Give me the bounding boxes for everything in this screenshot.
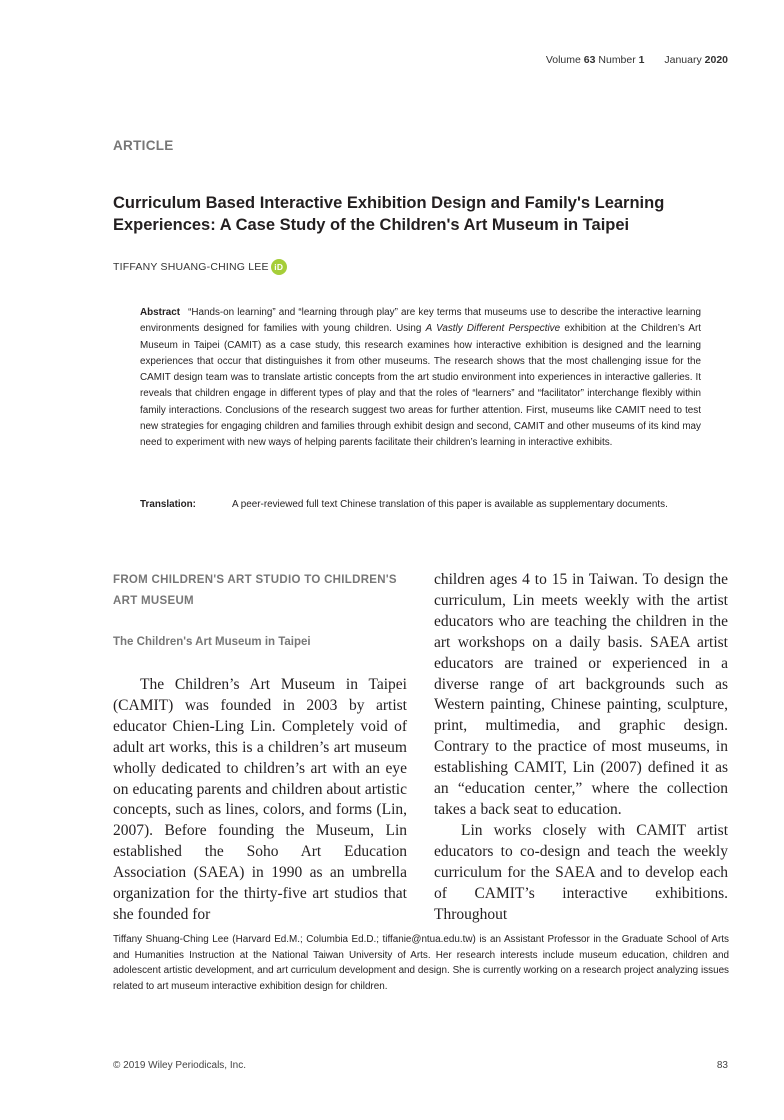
translation-text: A peer-reviewed full text Chinese translation of this paper is available as supplementary documents. [232,499,668,510]
abstract-text-1: “Hands-on learning” and “learning through play” are key terms that museums use to describe the interactive learning environments designed for families with young children. Using [140,307,701,335]
volume-label: Volume [545,54,581,66]
volume-number: 63 [583,54,596,66]
article-type-label: ARTICLE [113,138,174,153]
abstract [140,305,701,452]
copyright-notice: © 2019 Wiley Periodicals, Inc. [113,1060,246,1071]
body-column-right [434,570,728,925]
author-name: TIFFANY SHUANG-CHING LEE [113,261,269,273]
translation-note [140,497,701,513]
section-heading: FROM CHILDREN'S ART STUDIO TO CHILDREN'S ART MUSEUM [113,574,397,607]
issue-number: 1 [638,54,645,66]
issue-year: 2020 [704,54,728,66]
page-number: 83 [716,1060,728,1071]
article-title: Curriculum Based Interactive Exhibition Design and Family's Learning Experiences: A Case Study of the Children's Art Museum in Taipei [113,194,665,234]
abstract-text-2: exhibition at the Children’s Art Museum in Taipei (CAMIT) as a case study, this research examines how interactive exhibition is designed and the learning experiences that occur that distinguishes it from other museums. The research shows that the most challenging issue for the CAMIT design team was to translate artistic concepts from the art studio environment into experiences in interactive galleries. It reveals that children engage in different types of play and that the roles of “learners” and “facilitator” interchange flexibly within family interactions. Conclusions of the research suggest two areas for further attention. First, museums like CAMIT need to test new strategies for engaging children and families through exhibit design and second, CAMIT and other museums of its kind may need to experiment with new ways of helping parents facilitate their children’s learning in interactive exhibits. [140,323,701,449]
abstract-label: Abstract [140,307,181,318]
author-line [113,259,287,275]
subsection-heading: The Children's Art Museum in Taipei [113,636,311,648]
paragraph: children ages 4 to 15 in Taiwan. To design the curriculum, Lin meets weekly with the artist educators who are teaching the children in the art workshops on a daily basis. SAEA artist educators are trained or experienced in a diverse range of art backgrounds such as Western painting, Chinese painting, sculpture, print, multimedia, and graphic design. Contrary to the practice of most museums, in establishing CAMIT, Lin (2007) defined it as an “education center,” where the collection takes a back seat to education. [434,571,728,818]
translation-label: Translation: [140,499,196,510]
paragraph: The Children’s Art Museum in Taipei (CAMIT) was founded in 2003 by artist educator Chien-Ling Lin. Completely void of adult art works, this is a children’s art museum wholly dedicated to children’s art with an eye on educating parents and children about artistic concepts, such as lines, colors, and forms (Lin, 2007). Before founding the Museum, Lin established the Soho Art Education Association (SAEA) in 1990 as an umbrella organization for the thirty-five art studios that she founded for [113,676,407,923]
issue-month: January [664,54,702,66]
journal-issue-header [546,54,728,66]
body-column-left [113,675,407,926]
paragraph: Lin works closely with CAMIT artist educators to co-design and teach the weekly curriculum for the SAEA and to develop each of CAMIT’s interactive exhibitions. Throughout [434,821,728,923]
number-label: Number [598,54,636,66]
orcid-icon[interactable]: iD [271,259,287,275]
author-footnote: Tiffany Shuang-Ching Lee (Harvard Ed.M.; Columbia Ed.D.; tiffanie@ntua.edu.tw) is an Assistant Professor in the Graduate School of Arts and Humanities Instruction at the National Taiwan University of Arts. Her research interests include museum education, children and adolescent artistic development, and art curriculum development and design. She is currently working on a research project analyzing issues related to art museum interactive exhibition design for children. [113,934,729,992]
exhibition-title: A Vastly Different Perspective [425,323,561,335]
